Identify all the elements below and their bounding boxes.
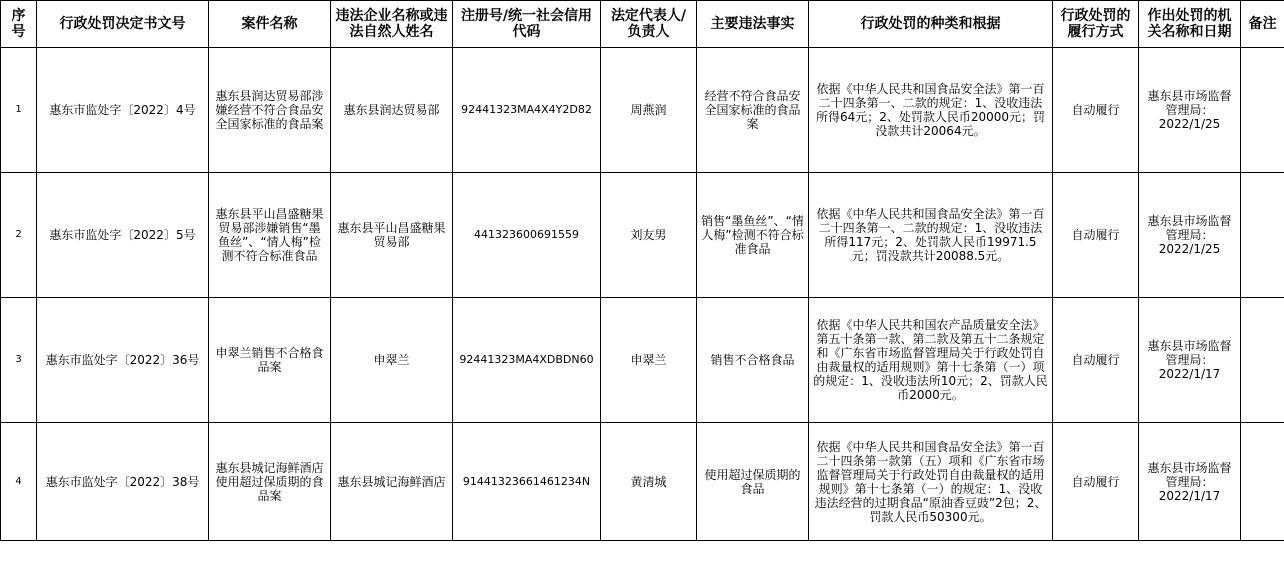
header-case-name: 案件名称 [209,1,331,48]
cell-org-date: 惠东县市场监督管理局：2022/1/25 [1139,173,1241,298]
cell-org-date: 惠东县市场监督管理局：2022/1/25 [1139,48,1241,173]
cell-remark [1241,298,1284,423]
cell-party: 惠东县城记海鲜酒店 [331,423,453,541]
cell-case-name: 惠东县城记海鲜酒店使用超过保质期的食品案 [209,423,331,541]
cell-basis: 依据《中华人民共和国食品安全法》第一百二十四条第一、二款的规定：1、没收违法所得64元；2、处罚款人民币20000元；罚没款共计20064元。 [809,48,1053,173]
cell-case-name: 惠东县平山昌盛糖果贸易部涉嫌销售“墨鱼丝”、“情人梅”检测不符合标准食品 [209,173,331,298]
cell-basis: 依据《中华人民共和国食品安全法》第一百二十四条第一、二款的规定：1、没收违法所得117元；2、处罚款人民币19971.5元；罚没款共计20088.5元。 [809,173,1053,298]
table-row [1,423,1284,541]
header-remark: 备注 [1241,1,1284,48]
cell-exec: 自动履行 [1053,173,1139,298]
cell-org-date: 惠东县市场监督管理局：2022/1/17 [1139,298,1241,423]
cell-party: 惠东县润达贸易部 [331,48,453,173]
header-rep: 法定代表人/负责人 [601,1,697,48]
table-row [1,173,1284,298]
cell-doc-no: 惠东市监处字〔2022〕36号 [37,298,209,423]
cell-basis: 依据《中华人民共和国农产品质量安全法》第五十条第一款、第二款及第五十二条规定和《广东省市场监督管理局关于行政处罚自由裁量权的适用规则》第十七条第（一）项的规定：1、没收违法所10元；2、罚款人民币2000元。 [809,298,1053,423]
header-basis: 行政处罚的种类和根据 [809,1,1053,48]
cell-rep: 黄清城 [601,423,697,541]
header-row [1,1,1284,48]
table-row [1,48,1284,173]
cell-reg-no: 91441323661461234N [453,423,601,541]
header-reg-no: 注册号/统一社会信用代码 [453,1,601,48]
cell-remark [1241,173,1284,298]
cell-org-date: 惠东县市场监督管理局：2022/1/17 [1139,423,1241,541]
cell-case-name: 申翠兰销售不合格食品案 [209,298,331,423]
header-seq: 序号 [1,1,37,48]
header-facts: 主要违法事实 [697,1,809,48]
cell-reg-no: 92441323MA4X4Y2D82 [453,48,601,173]
cell-doc-no: 惠东市监处字〔2022〕4号 [37,48,209,173]
cell-reg-no: 92441323MA4XDBDN60 [453,298,601,423]
cell-rep: 刘友男 [601,173,697,298]
cell-exec: 自动履行 [1053,298,1139,423]
cell-facts: 经营不符合食品安全国家标准的食品案 [697,48,809,173]
cell-case-name: 惠东县润达贸易部涉嫌经营不符合食品安全国家标准的食品案 [209,48,331,173]
table-row [1,298,1284,423]
cell-reg-no: 441323600691559 [453,173,601,298]
cell-rep: 周燕润 [601,48,697,173]
cell-facts: 销售“墨鱼丝”、“情人梅”检测不符合标准食品 [697,173,809,298]
cell-party: 申翠兰 [331,298,453,423]
header-party: 违法企业名称或违法自然人姓名 [331,1,453,48]
header-exec: 行政处罚的履行方式 [1053,1,1139,48]
cell-doc-no: 惠东市监处字〔2022〕38号 [37,423,209,541]
cell-remark [1241,48,1284,173]
header-org-date: 作出处罚的机关名称和日期 [1139,1,1241,48]
cell-party: 惠东县平山昌盛糖果贸易部 [331,173,453,298]
cell-doc-no: 惠东市监处字〔2022〕5号 [37,173,209,298]
header-doc-no: 行政处罚决定书文号 [37,1,209,48]
cell-remark [1241,423,1284,541]
cell-seq: 3 [1,298,37,423]
cell-facts: 使用超过保质期的食品 [697,423,809,541]
cell-seq: 2 [1,173,37,298]
cell-basis: 依据《中华人民共和国食品安全法》第一百二十四条第一款第（五）项和《广东省市场监督管理局关于行政处罚自由裁量权的适用规则》第十七条第（一）的规定：1、没收违法经营的过期食品“原油香豆豉”2包；2、罚款人民币50300元。 [809,423,1053,541]
cell-facts: 销售不合格食品 [697,298,809,423]
cell-seq: 1 [1,48,37,173]
cell-rep: 申翠兰 [601,298,697,423]
cell-exec: 自动履行 [1053,423,1139,541]
cell-seq: 4 [1,423,37,541]
cell-exec: 自动履行 [1053,48,1139,173]
